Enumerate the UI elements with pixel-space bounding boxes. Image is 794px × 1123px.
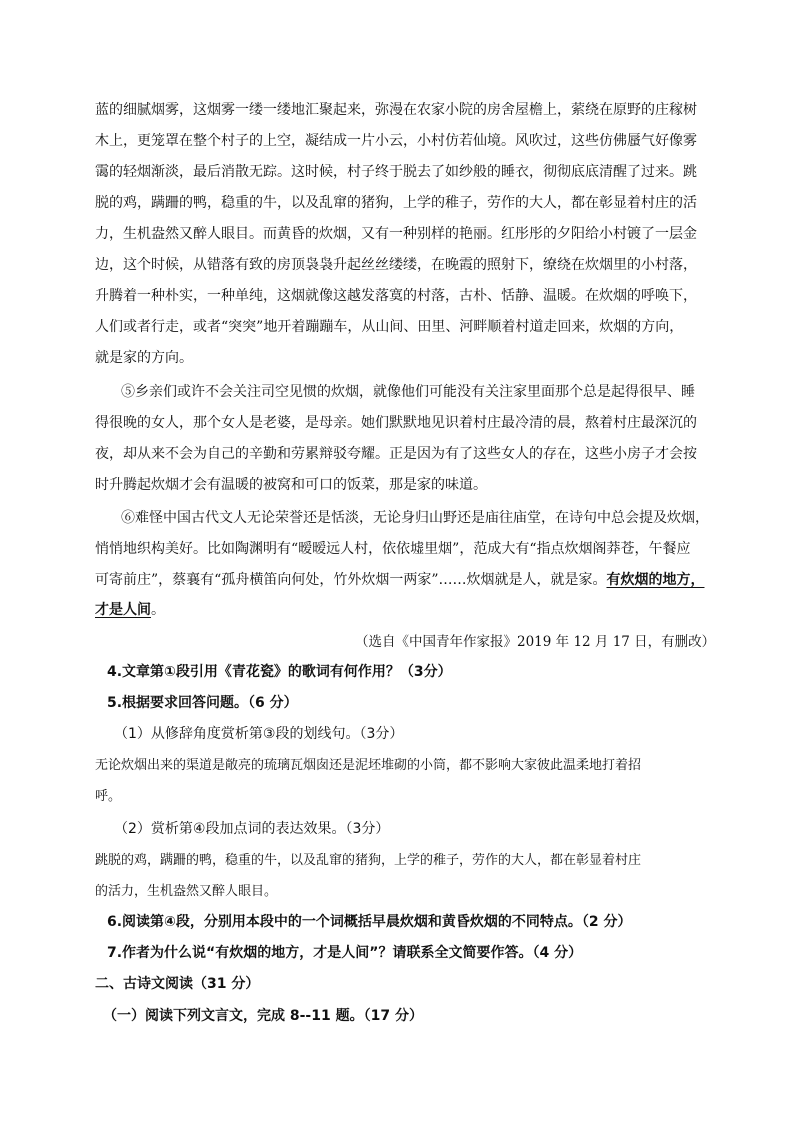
underlined-sentence: 才是人间: [95, 602, 151, 618]
text-line: 得很晚的女人，那个女人是老婆，是母亲。她们默默地见识着村庄最冷清的晨，熬着村庄最深沉的: [95, 415, 697, 431]
text-line: 夜，却从来不会为自己的辛勤和劳累辩驳夸耀。正是因为有了这些女人的存在，这些小房子才会按: [95, 446, 697, 462]
text-line: ⑤乡亲们或许不会关注司空见惯的炊烟，就像他们可能没有关注家里面那个总是起得很早、睡: [121, 384, 695, 400]
subsection-heading: （一）阅读下列文言文，完成 8--11 题。（17 分）: [103, 1008, 423, 1024]
text-line: 人们或者行走，或者“突突”地开着蹦蹦车，从山间、田里、河畔顺着村道走回来，炊烟的方向，: [95, 319, 684, 335]
text-line: 蓝的细腻烟雾，这烟雾一缕一缕地汇聚起来，弥漫在农家小院的房舍屋檐上，萦绕在原野的庄稼树: [95, 102, 697, 118]
section-heading: 二、古诗文阅读（31 分）: [95, 976, 260, 992]
text-line: ⑥难怪中国古代文人无论荣誉还是恬淡，无论身归山野还是庙往庙堂，在诗句中总会提及炊烟，: [121, 510, 709, 526]
question-5-2-quote: 跳脱的鸡，蹒跚的鸭，稳重的牛，以及乱窜的猪狗，上学的稚子，劳作的大人，都在彰显着村庄: [95, 853, 642, 868]
text-line: 脱的鸡，蹒跚的鸭，稳重的牛，以及乱窜的猪狗，上学的稚子，劳作的大人，都在彰显着村庄的活: [95, 195, 697, 211]
text-segment: 可寄前庄”，蔡襄有“孤舟横笛向何处，竹外炊烟一两家”……炊烟就是人，就是家。: [95, 572, 607, 588]
question-7: 7.作者为什么说“有炊烟的地方，才是人间”？请联系全文简要作答。（4 分）: [107, 945, 583, 961]
question-5-2-quote: 的活力，生机盎然又醉人眼目。: [95, 884, 278, 899]
question-5-1: （1）从修辞角度赏析第③段的划线句。（3分）: [114, 726, 404, 742]
text-line: 就是家的方向。: [95, 350, 193, 366]
text-line: [95, 600, 165, 620]
question-4: 4.文章第①段引用《青花瓷》的歌词有何作用？（3分）: [107, 664, 452, 680]
text-line: 悄悄地织构美好。比如陶渊明有“暧暧远人村，依依墟里烟”，范成大有“指点炊烟阁莽苍，午餐应: [95, 541, 691, 557]
text-line: 时升腾起炊烟才会有温暖的被窝和可口的饭菜，那是家的味道。: [95, 477, 487, 493]
question-5-2: （2）赏析第④段加点词的表达效果。（3分）: [114, 821, 390, 837]
question-6: 6.阅读第④段，分别用本段中的一个词概括早晨炊烟和黄昏炊烟的不同特点。（2 分）: [107, 914, 632, 930]
text-line: 霭的轻烟渐淡，最后消散无踪。这时候，村子终于脱去了如纱般的睡衣，彻彻底底清醒了过来。跳: [95, 164, 697, 180]
text-segment: 。: [151, 602, 165, 618]
text-line: 木上，更笼罩在整个村子的上空，凝结成一片小云，小村仿若仙境。风吹过，这些仿佛蜃气好像雾: [95, 133, 697, 149]
underlined-sentence: 有炊烟的地方，: [606, 572, 705, 588]
text-line: 升腾着一种朴实，一种单纯，这烟就像这越发落寞的村落，古朴、恬静、温暖。在炊烟的呼唤下，: [95, 288, 697, 304]
question-5-1-quote: 呼。: [95, 789, 122, 804]
text-line: 边，这个时候，从错落有致的房顶袅袅升起丝丝缕缕，在晚霞的照射下，缭绕在炊烟里的小村落，: [95, 257, 697, 273]
question-5: 5.根据要求回答问题。（6 分）: [107, 695, 298, 711]
text-line: [95, 570, 704, 590]
source-citation: （选自《中国青年作家报》2019 年 12 月 17 日，有删改）: [355, 634, 716, 650]
question-5-1-quote: 无论炊烟出来的渠道是敞亮的琉璃瓦烟囱还是泥坯堆砌的小筒，都不影响大家彼此温柔地打着招: [95, 758, 642, 773]
text-line: 力，生机盎然又醉人眼目。而黄昏的炊烟，又有一种别样的艳丽。红彤彤的夕阳给小村镀了一层金: [95, 226, 697, 242]
